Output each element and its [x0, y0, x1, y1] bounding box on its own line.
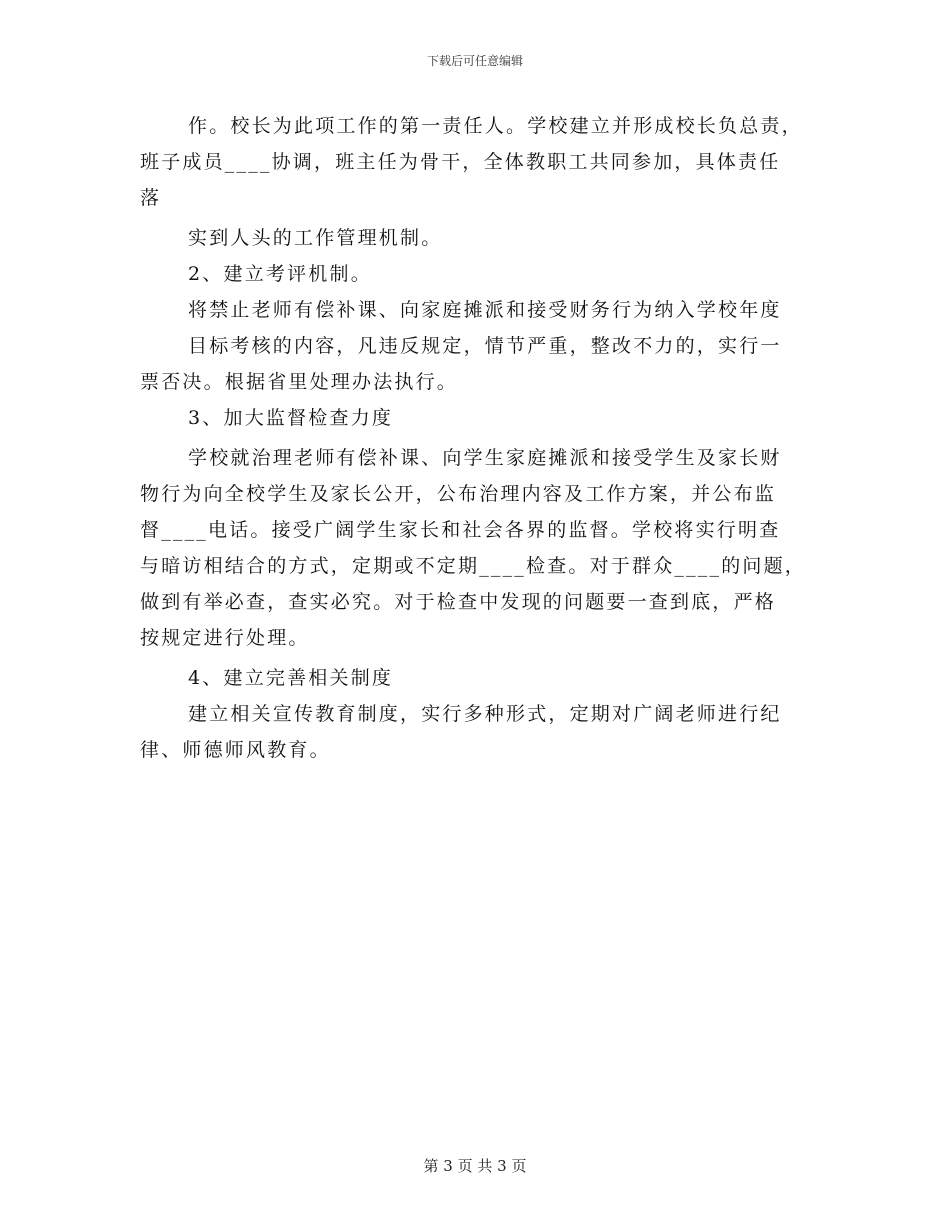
body-line: 班子成员____协调，班主任为骨干，全体教职工共同参加，具体责任 [140, 151, 781, 173]
body-line: 物行为向全校学生及家长公开，公布治理内容及工作方案，并公布监 [140, 483, 777, 505]
body-line: 建立相关宣传教育制度，实行多种形式，定期对广阔老师进行纪 [188, 703, 782, 725]
body-line: 目标考核的内容，凡违反规定，情节严重，整改不力的，实行一 [188, 335, 782, 357]
body-line: 实到人头的工作管理机制。 [188, 227, 443, 249]
section-heading: 4、建立完善相关制度 [188, 667, 394, 689]
document-body [140, 108, 810, 768]
body-line: 票否决。根据省里处理办法执行。 [140, 371, 459, 393]
body-line: 落 [140, 187, 162, 209]
body-line: 按规定进行处理。 [140, 627, 310, 649]
body-line: 律、师德师风教育。 [140, 739, 331, 761]
body-line: 督____电话。接受广阔学生家长和社会各界的监督。学校将实行明查 [140, 519, 781, 541]
page-number: 第 3 页 共 3 页 [423, 1157, 527, 1175]
body-line: 作。校长为此项工作的第一责任人。学校建立并形成校长负总责， [188, 115, 803, 137]
section-heading: 2、建立考评机制。 [188, 263, 372, 285]
body-line: 做到有举必查，查实必究。对于检查中发现的问题要一查到底，严格 [140, 591, 777, 613]
body-line: 与暗访相结合的方式，定期或不定期____检查。对于群众____的问题， [140, 555, 807, 577]
page-header-note: 下载后可任意编辑 [426, 54, 523, 68]
body-line: 将禁止老师有偿补课、向家庭摊派和接受财务行为纳入学校年度 [188, 299, 782, 321]
body-line: 学校就治理老师有偿补课、向学生家庭摊派和接受学生及家长财 [188, 447, 782, 469]
section-heading: 3、加大监督检查力度 [188, 407, 394, 429]
